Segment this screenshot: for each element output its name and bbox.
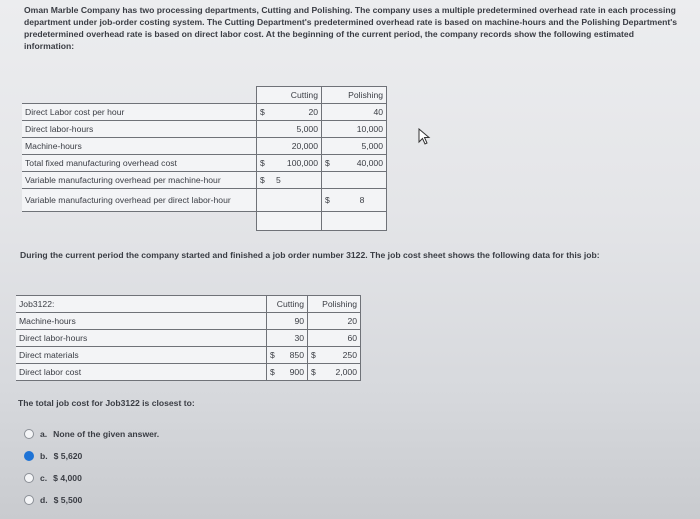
table-header-row (22, 87, 387, 104)
option-letter: d. (40, 495, 48, 505)
table-row (22, 189, 387, 212)
option-text: $ 4,000 (53, 473, 82, 483)
option-text: $ 5,620 (53, 451, 83, 461)
option-letter: b. (40, 451, 48, 461)
blank-label (22, 212, 257, 231)
option-letter: c. (40, 473, 48, 483)
polishing-value: 40 (338, 104, 387, 121)
polishing-currency: $ (322, 155, 339, 172)
polishing-currency: $ (308, 364, 325, 381)
table-row (22, 172, 387, 189)
option-text: $ 5,500 (53, 495, 83, 505)
header-cutting: Cutting (267, 296, 308, 313)
table-row (22, 138, 387, 155)
question-prompt: The total job cost for Job3122 is closest to: (18, 398, 195, 408)
cutting-value: 900 (283, 364, 308, 381)
option-b[interactable] (24, 445, 159, 467)
row-label: Direct labor cost (16, 364, 267, 381)
polishing-currency (322, 104, 339, 121)
table-header-row (16, 296, 361, 313)
cutting-value: 850 (283, 347, 308, 364)
polishing-value: 40,000 (338, 155, 387, 172)
table-row (22, 155, 387, 172)
header-spacer (22, 87, 257, 104)
polishing-currency (322, 121, 339, 138)
radio-button-d[interactable] (24, 495, 34, 505)
header-polishing: Polishing (322, 87, 387, 104)
polishing-value: 250 (324, 347, 361, 364)
row-label: Variable manufacturing overhead per direct labor-hour (22, 189, 257, 212)
polishing-value: 5,000 (338, 138, 387, 155)
table-row (22, 121, 387, 138)
cutting-currency: $ (267, 347, 284, 364)
mouse-cursor-icon (418, 128, 432, 146)
cutting-value: 5 (273, 172, 322, 189)
cutting-value: 90 (283, 313, 308, 330)
option-letter: a. (40, 429, 48, 439)
table-row (16, 364, 361, 381)
radio-button-b-selected[interactable] (24, 451, 34, 461)
table-row (16, 313, 361, 330)
header-polishing: Polishing (308, 296, 361, 313)
row-label: Variable manufacturing overhead per machine-hour (22, 172, 257, 189)
polishing-currency (308, 330, 325, 347)
cutting-currency (257, 189, 274, 212)
table-row (16, 330, 361, 347)
polishing-value (338, 172, 387, 189)
polishing-currency: $ (322, 189, 339, 212)
option-c[interactable] (24, 467, 159, 489)
polishing-value: 60 (324, 330, 361, 347)
cutting-currency: $ (267, 364, 284, 381)
polishing-value: 2,000 (324, 364, 361, 381)
cutting-value: 20,000 (273, 138, 322, 155)
polishing-value: 10,000 (338, 121, 387, 138)
cutting-value: 20 (273, 104, 322, 121)
job-title: Job3122: (16, 296, 267, 313)
row-label: Direct materials (16, 347, 267, 364)
table-row (16, 347, 361, 364)
cutting-currency (257, 121, 274, 138)
polishing-value: 20 (324, 313, 361, 330)
polishing-currency: $ (308, 347, 325, 364)
header-cutting: Cutting (257, 87, 322, 104)
row-label: Machine-hours (22, 138, 257, 155)
cutting-currency (267, 330, 284, 347)
cutting-currency (267, 313, 284, 330)
polishing-currency (322, 172, 339, 189)
option-d[interactable] (24, 489, 159, 511)
blank-cell (257, 212, 322, 231)
row-label: Machine-hours (16, 313, 267, 330)
cutting-currency: $ (257, 172, 274, 189)
table-row-blank (22, 212, 387, 231)
row-label: Direct labor-hours (22, 121, 257, 138)
cutting-currency: $ (257, 155, 274, 172)
option-a[interactable] (24, 423, 159, 445)
table-row (22, 104, 387, 121)
polishing-currency (322, 138, 339, 155)
radio-button-c[interactable] (24, 473, 34, 483)
question-intro-text: Oman Marble Company has two processing departments, Cutting and Polishing. The company uses a multiple predetermined overhead rate in each processing department under job-order costing system. The Cutting Department's predetermined overhead rate is based on machine-hours and the Polishing Department's predetermined overhead rate is based on direct labor cost. At the beginning of the current period, the company records show the following estimated information: (24, 5, 678, 51)
cutting-value: 30 (283, 330, 308, 347)
polishing-currency (308, 313, 325, 330)
cutting-value: 5,000 (273, 121, 322, 138)
radio-button-a[interactable] (24, 429, 34, 439)
answer-options (24, 423, 159, 511)
row-label: Total fixed manufacturing overhead cost (22, 155, 257, 172)
polishing-value: 8 (338, 189, 387, 212)
row-label: Direct labor-hours (16, 330, 267, 347)
row-label: Direct Labor cost per hour (22, 104, 257, 121)
job-description-text: During the current period the company started and finished a job order number 3122. The job cost sheet shows the following data for this job: (20, 250, 600, 260)
cutting-currency: $ (257, 104, 274, 121)
estimates-table (22, 86, 387, 231)
cutting-currency (257, 138, 274, 155)
cutting-value (273, 189, 322, 212)
cutting-value: 100,000 (273, 155, 322, 172)
job-cost-table (16, 295, 361, 381)
option-text: None of the given answer. (53, 429, 160, 439)
blank-cell (322, 212, 387, 231)
